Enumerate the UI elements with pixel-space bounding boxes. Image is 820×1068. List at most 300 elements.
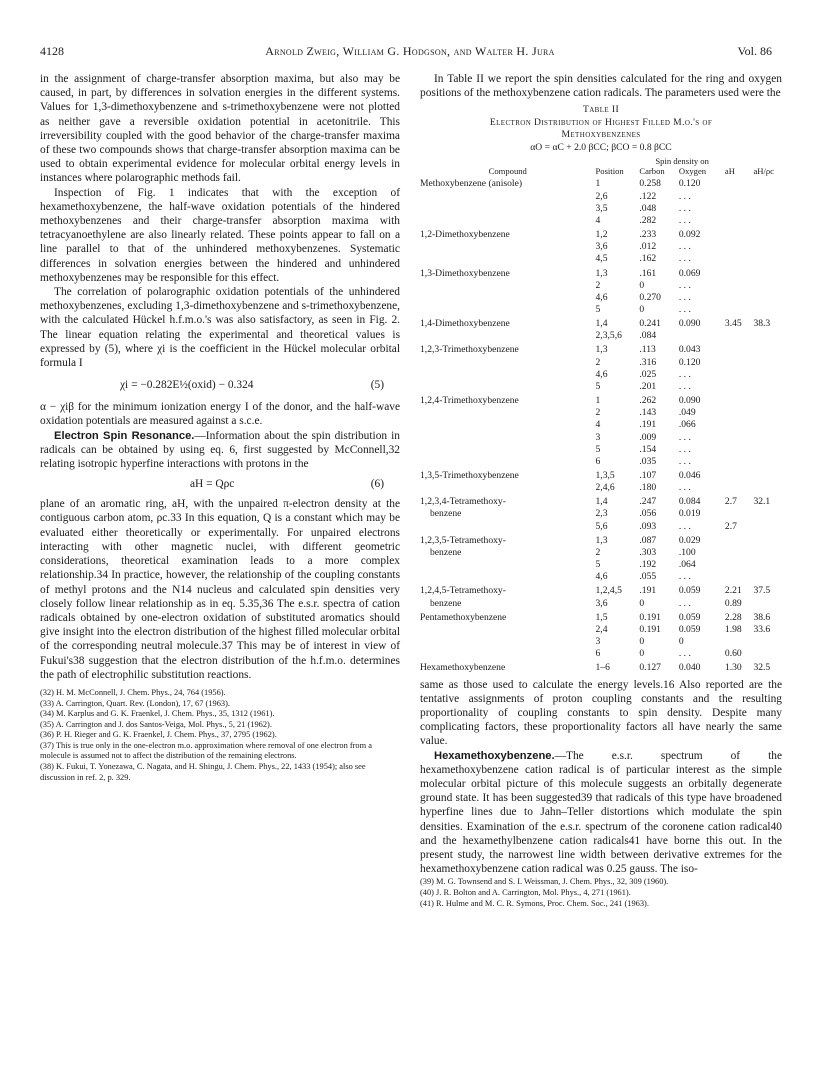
cell-carbon: .025 [639, 368, 657, 380]
cell-oxygen: . . . [678, 253, 691, 265]
cell-aHpc [753, 280, 782, 292]
cell-oxygen: 0.029 [678, 534, 701, 546]
cell-position: 1,3 [595, 534, 608, 546]
footnote: (40) J. R. Bolton and A. Carrington, Mol. Phys., 4, 271 (1961). [420, 887, 631, 897]
cell-position: 1,5 [595, 611, 608, 623]
footnote: (34) M. Karplus and G. K. Fraenkel, J. Chem. Phys., 35, 1312 (1961). [40, 709, 275, 719]
cell-oxygen: . . . [678, 291, 691, 303]
cell-carbon: .087 [639, 534, 657, 546]
cell-carbon: .303 [639, 546, 657, 558]
cell-carbon: .154 [639, 443, 657, 455]
cell-carbon: .122 [639, 190, 657, 202]
cell-oxygen: 0.019 [678, 508, 701, 520]
cell-compound [420, 571, 596, 583]
paragraph: Inspection of Fig. 1 indicates that with the exception of hexamethoxybenzene, the half-wave oxidation potentials of the hindered methoxybenzenes and their charge-transfer absorption maxima with tetracyanoethylene are also linearly related. These points appear to fall on a line parallel to that of the unhindered methoxybenzenes. Systematic differences in solvation energies between the hindered and unhindered methoxybenzenes may be responsible for this effect. [40, 186, 400, 284]
cell-aHpc: 33.6 [753, 623, 771, 635]
footnote: (39) M. G. Townsend and S. I. Weissman, J. Chem. Phys., 32, 309 (1960). [420, 877, 669, 887]
cell-position: 2 [595, 356, 601, 368]
cell-carbon: 0 [639, 303, 645, 315]
section-title: Electron Spin Resonance. [54, 429, 195, 442]
cell-compound [420, 407, 596, 419]
cell-compound: 1,3-Dimethoxybenzene [420, 267, 510, 279]
cell-carbon: .084 [639, 330, 657, 342]
cell-aHpc [753, 241, 782, 253]
footnote: (32) H. M. McConnell, J. Chem. Phys., 24, 764 (1956). [40, 687, 226, 697]
table-row [420, 292, 782, 304]
cell-oxygen: 0.120 [678, 356, 701, 368]
cell-position: 4,6 [595, 571, 608, 583]
paragraph: The correlation of polarographic oxidation potentials of the unhindered methoxybenzenes, excluding 1,3-dimethoxybenzene and s-trimethoxybenzene, with the calculated Hückel h.f.m.o.'s was also satisfactory, as seen in Fig. 2. The linear equation relating the experimental and theoretical values is expressed by (5), where χi is the coefficient in the Hückel molecular orbital formula I [40, 286, 400, 370]
cell-aH [725, 468, 754, 482]
cell-carbon: 0.127 [639, 662, 661, 674]
cell-aH [725, 241, 754, 253]
cell-oxygen: 0.084 [678, 496, 701, 508]
volume-label: Vol. 86 [737, 44, 772, 58]
cell-oxygen: 0.059 [678, 611, 701, 623]
cell-compound: benzene [430, 597, 462, 609]
running-title: Arnold Zweig, William G. Hodgson, and Walter H. Jura [265, 44, 555, 58]
oxygen-header: Oxygen [678, 166, 707, 177]
cell-aHpc [753, 292, 782, 304]
table-row [420, 407, 782, 419]
cell-oxygen: . . . [678, 368, 691, 380]
cell-oxygen: . . . [678, 455, 691, 467]
cell-position: 3,6 [595, 597, 608, 609]
cell-position: 2,6 [595, 190, 608, 202]
cell-position: 1–6 [595, 662, 610, 674]
cell-aH [725, 407, 754, 419]
table-row [420, 624, 782, 636]
cell-aHpc [753, 407, 782, 419]
paragraph-text: —The e.s.r. spectrum of the hexamethoxybenzene cation radical is of particular interest as the simple molecular orbital picture of this molecule suggests an orbitally degenerate ground state. It has been suggested39 that radicals of this type have broadened hyperfine lines due to Jahn–Teller distortions which modulate the spin densities. Examination of the e.s.r. spectrum of the coronene cation radical40 and the hexamethylbenzene cation radicals41 have borne this out. In the present study, the narrowest line width between derivative extremes for the hexamethoxybenzene cation radical was 0.25 gauss. The iso- [420, 749, 782, 876]
table-row [420, 253, 782, 265]
cell-carbon: .107 [639, 470, 657, 481]
cell-aHpc [753, 456, 782, 468]
table-row [420, 432, 782, 444]
cell-aHpc [753, 444, 782, 456]
cell-aH: 1.98 [724, 623, 742, 635]
cell-oxygen: 0.092 [678, 229, 701, 241]
cell-aHpc [753, 266, 782, 280]
table-row [420, 280, 782, 292]
table-row [420, 583, 782, 597]
spin-density-table [420, 156, 782, 674]
cell-carbon: 0 [639, 597, 645, 609]
table-title-line2: Methoxybenzenes [561, 129, 641, 141]
cell-position: 2 [595, 279, 601, 291]
cell-position: 1,4 [595, 318, 608, 330]
cell-aHpc [753, 330, 782, 342]
cell-oxygen: .100 [678, 546, 696, 558]
cell-aHpc [753, 357, 782, 369]
cell-oxygen: . . . [678, 597, 691, 609]
table-row [420, 636, 782, 648]
table-row [420, 381, 782, 393]
cell-oxygen: . . . [678, 431, 691, 443]
page-number: 4128 [40, 44, 64, 58]
cell-aHpc [753, 432, 782, 444]
spin-density-header: Spin density on [655, 156, 709, 167]
cell-aH [725, 330, 754, 342]
cell-oxygen: . . . [678, 380, 691, 392]
cell-compound: 1,2,4-Trimethoxybenzene [420, 395, 519, 407]
cell-compound: 1,4-Dimethoxybenzene [420, 318, 510, 330]
cell-compound [420, 330, 596, 342]
cell-aHpc [753, 191, 782, 203]
table-caption [420, 104, 782, 154]
cell-position: 3 [595, 431, 601, 443]
cell-position: 1,4 [595, 496, 608, 508]
table-row [420, 266, 782, 280]
cell-aH [725, 357, 754, 369]
cell-aH [725, 444, 754, 456]
cell-compound [420, 292, 596, 304]
cell-aH: 2.7 [724, 520, 737, 532]
cell-position: 2,4,6 [595, 482, 615, 494]
cell-aH [725, 456, 754, 468]
table-row [420, 215, 782, 227]
cell-position: 3 [595, 636, 601, 648]
paragraph: same as those used to calculate the energy levels.16 Also reported are the tentative assignments of proton coupling constants and the resulting proportionality of coupling constants to spin density. Despite many complicating factors, these proportionality factors all have nearly the same value. [420, 678, 782, 748]
cell-position: 2,3 [595, 508, 608, 520]
table-row [420, 610, 782, 624]
cell-aH: 1.30 [724, 662, 742, 674]
left-column [40, 72, 400, 783]
cell-carbon: .143 [639, 407, 657, 419]
paragraph: plane of an aromatic ring, aH, with the unpaired π-electron density at the contiguous carbon atom, ρc.33 In this equation, Q is a constant which may be evaluated either theoretically or experimentally. For unpaired electrons interacting with other magnetic nuclei, with different geometric considerations, theoretical examination leads to a more complex relationship.34 In practice, however, the relationship of the coupling constants of methyl protons and the N14 nucleus and calculated spin densities very closely follow linear relationship as in eq. 5.35,36 The e.s.r. spectra of cation radicals obtained by one-electron oxidation of substituted aromatics should give insight into the electron distribution of the highest filled molecular orbital of the corresponding neutral molecule.37 This may be of interest in view of Fukui's38 suggestion that the electron distribution of the h.f.m.o. determines the path of electrophilic substitution reactions. [40, 498, 400, 681]
footnotes [420, 877, 782, 909]
cell-aH [725, 227, 754, 241]
cell-compound: benzene [430, 508, 462, 520]
cell-aH [725, 342, 754, 356]
cell-compound: 1,2,3,4-Tetramethoxy- [420, 496, 506, 508]
cell-oxygen: . . . [678, 303, 691, 315]
cell-carbon: .262 [639, 395, 657, 407]
cell-aHpc [753, 598, 782, 610]
cell-aHpc [753, 547, 782, 559]
table-row [420, 304, 782, 316]
cell-carbon: .035 [639, 455, 657, 467]
carbon-header: Carbon [639, 166, 665, 177]
cell-aH: 2.28 [724, 611, 742, 623]
cell-aHpc [753, 559, 782, 571]
cell-carbon: .201 [639, 380, 657, 392]
cell-position: 2,3,5,6 [595, 330, 622, 342]
table-row [420, 342, 782, 356]
cell-position: 3,6 [595, 241, 608, 253]
cell-compound: 1,2,3-Trimethoxybenzene [420, 344, 519, 356]
cell-aH [725, 253, 754, 265]
cell-aH [725, 547, 754, 559]
cell-oxygen: 0.069 [678, 267, 701, 279]
cell-compound [420, 521, 596, 533]
cell-oxygen: . . . [678, 241, 691, 253]
cell-aHpc [753, 215, 782, 227]
cell-aHpc [753, 176, 782, 190]
cell-oxygen: 0.090 [678, 395, 701, 407]
cell-aHpc [753, 203, 782, 215]
cell-position: 1 [595, 178, 601, 190]
cell-aH [725, 432, 754, 444]
cell-oxygen: 0.059 [678, 585, 701, 597]
esr-paragraph [40, 429, 400, 472]
compound-header: Compound [488, 166, 527, 177]
cell-aHpc: 37.5 [753, 585, 771, 597]
table-parameters: αO = αC + 2.0 βCC; βCO = 0.8 βCC [530, 141, 672, 153]
cell-oxygen: .049 [678, 407, 696, 419]
paragraph-text: —Information about the spin distribution in radicals can be obtained by using eq. 6, first suggested by McConnell,32 relating isotropic hyperfine interactions with protons in the [40, 429, 400, 471]
table-row [420, 547, 782, 559]
cell-aH [725, 203, 754, 215]
cell-compound: benzene [430, 546, 462, 558]
cell-aH [725, 191, 754, 203]
cell-compound [420, 432, 596, 444]
cell-aHpc [753, 508, 782, 520]
cell-aHpc [753, 342, 782, 356]
cell-position: 5 [595, 380, 601, 392]
cell-oxygen: 0.120 [678, 178, 701, 190]
cell-aHpc [753, 482, 782, 494]
cell-aH [725, 369, 754, 381]
table-row [420, 330, 782, 342]
cell-position: 3,5 [595, 202, 608, 214]
table-row [420, 521, 782, 533]
footnotes [40, 688, 400, 783]
cell-compound: 1,2,3,5-Tetramethoxy- [420, 534, 506, 546]
table-row [420, 176, 782, 190]
cell-aH [725, 304, 754, 316]
cell-compound [420, 203, 596, 215]
right-column [420, 72, 782, 909]
cell-carbon: 0 [639, 648, 645, 660]
table-row [420, 482, 782, 494]
cell-aH [725, 266, 754, 280]
cell-position: 4,6 [595, 291, 608, 303]
paragraph: in the assignment of charge-transfer absorption maxima, but also may be caused, in part, by differences in solvation energies in the different systems. Values for 1,3-dimethoxybenzene and s-trimethoxybenzene were not plotted as neither gave a reversible oxidation potential in acetonitrile. This irreversibility coupled with the good behavior of the charge-transfer maxima of these two compounds shows that charge-transfer absorption maxima can be used to obtain experimental evidence for molecular orbital energy levels in instances where polarographic methods fail. [40, 73, 400, 185]
cell-carbon: .012 [639, 241, 657, 253]
table-row [420, 241, 782, 253]
table-title-line1: Electron Distribution of Highest Filled M.o.'s of [489, 116, 713, 128]
table-row [420, 494, 782, 508]
cell-carbon: 0.258 [639, 178, 661, 190]
cell-carbon: 0 [639, 279, 645, 291]
cell-carbon: .161 [639, 267, 657, 279]
cell-oxygen: . . . [678, 202, 691, 214]
cell-carbon: .009 [639, 431, 657, 443]
cell-position: 4 [595, 214, 601, 226]
cell-position: 5 [595, 443, 601, 455]
table-row [420, 419, 782, 431]
cell-position: 2,4 [595, 623, 608, 635]
cell-carbon: .316 [639, 356, 657, 368]
cell-compound: 1,2,4,5-Tetramethoxy- [420, 585, 506, 597]
cell-carbon: .055 [639, 571, 657, 583]
cell-position: 5 [595, 303, 601, 315]
cell-aHpc [753, 521, 782, 533]
footnote: (41) R. Hulme and M. C. R. Symons, Proc. Chem. Soc., 241 (1963). [420, 898, 649, 908]
cell-oxygen: . . . [678, 482, 691, 494]
cell-aH [725, 559, 754, 571]
cell-carbon: 0 [639, 636, 645, 648]
cell-position: 4,5 [595, 253, 608, 265]
cell-carbon: 0.270 [639, 291, 661, 303]
cell-position: 2 [595, 407, 601, 419]
running-header [0, 44, 820, 62]
cell-position: 1,2,4,5 [595, 585, 622, 597]
cell-position: 5 [595, 559, 601, 571]
table-row [420, 468, 782, 482]
cell-carbon: .056 [639, 508, 657, 520]
cell-compound [420, 636, 596, 648]
cell-carbon: .093 [639, 520, 657, 532]
cell-aH [725, 482, 754, 494]
footnote: (33) A. Carrington, Quart. Rev. (London), 17, 67 (1963). [40, 698, 230, 708]
cell-carbon: 0.241 [639, 318, 661, 330]
cell-oxygen: 0.090 [678, 318, 701, 330]
table-row [420, 369, 782, 381]
table-row [420, 316, 782, 330]
table-row [420, 393, 782, 407]
cell-compound [420, 482, 596, 494]
cell-oxygen: .066 [678, 419, 696, 431]
cell-position: 4 [595, 419, 601, 431]
cell-oxygen: . . . [678, 214, 691, 226]
equation-number: (6) [370, 478, 384, 491]
cell-aHpc: 38.3 [753, 318, 771, 330]
cell-carbon: .192 [639, 559, 657, 571]
footnote: (38) K. Fukui, T. Yonezawa, C. Nagata, and H. Shingu, J. Chem. Phys., 22, 1433 (1954); also see discussion in ref. 2, p. 329. [40, 762, 366, 782]
cell-position: 5,6 [595, 520, 608, 532]
table-label: Table II [582, 104, 620, 116]
table-row [420, 660, 782, 674]
cell-compound [420, 456, 596, 468]
cell-oxygen: . . . [678, 279, 691, 291]
cell-compound [420, 381, 596, 393]
ah-header: aH [724, 166, 735, 177]
cell-aHpc [753, 227, 782, 241]
cell-compound [420, 369, 596, 381]
cell-aH [725, 215, 754, 227]
cell-compound [420, 419, 596, 431]
cell-oxygen: 0 [678, 636, 684, 648]
cell-aHpc [753, 636, 782, 648]
cell-carbon: .162 [639, 253, 657, 265]
table-row [420, 227, 782, 241]
cell-aH [725, 381, 754, 393]
table-row [420, 533, 782, 547]
cell-aH [725, 292, 754, 304]
cell-oxygen: . . . [678, 648, 691, 660]
cell-oxygen: 0.040 [678, 662, 701, 674]
cell-position: 2 [595, 546, 601, 558]
cell-aHpc [753, 393, 782, 407]
cell-carbon: .233 [639, 229, 657, 241]
cell-aHpc [753, 648, 782, 660]
cell-position: 1,2 [595, 229, 608, 241]
table-row [420, 648, 782, 660]
cell-carbon: .282 [639, 214, 657, 226]
footnote: (35) A. Carrington and J. dos Santos-Veiga, Mol. Phys., 5, 21 (1962). [40, 719, 272, 729]
ah-rho-header: aH/ρc [753, 166, 774, 177]
cell-position: 6 [595, 648, 601, 660]
cell-aHpc: 32.5 [753, 662, 771, 674]
equation-body: χi = −0.282E½(oxid) − 0.324 [120, 379, 254, 392]
table-row [420, 456, 782, 468]
cell-position: 4,6 [595, 368, 608, 380]
cell-aHpc [753, 571, 782, 583]
cell-oxygen: . . . [678, 520, 691, 532]
footnote: (37) This is true only in the one-electron m.o. approximation where removal of one electron from a molecule is assumed not to affect the distribution of the remaining electrons. [40, 740, 372, 761]
cell-aHpc: 38.6 [753, 611, 771, 623]
cell-position: 1,3 [595, 267, 608, 279]
footnote: (36) P. H. Rieger and G. K. Fraenkel, J. Chem. Phys., 37, 2795 (1962). [40, 730, 277, 740]
cell-carbon: .247 [639, 496, 657, 508]
cell-compound [420, 253, 596, 265]
cell-position: 1,3 [595, 344, 608, 356]
cell-carbon: .048 [639, 202, 657, 214]
cell-aH [725, 419, 754, 431]
cell-position: 6 [595, 455, 601, 467]
table-row [420, 571, 782, 583]
cell-compound [420, 624, 596, 636]
cell-compound: Pentamethoxybenzene [420, 611, 507, 623]
cell-carbon: .191 [639, 585, 657, 597]
cell-aHpc: 32.1 [753, 496, 771, 508]
cell-carbon: 0.191 [639, 611, 661, 623]
cell-compound [420, 444, 596, 456]
cell-aHpc [753, 419, 782, 431]
equation-6 [40, 471, 400, 497]
cell-aH [725, 636, 754, 648]
cell-compound [420, 191, 596, 203]
table-row [420, 508, 782, 520]
cell-compound [420, 215, 596, 227]
cell-position: 1 [595, 395, 601, 407]
cell-compound [420, 280, 596, 292]
table-row [420, 191, 782, 203]
cell-aHpc [753, 369, 782, 381]
cell-aH [725, 176, 754, 190]
cell-aH: 3.45 [724, 318, 742, 330]
cell-oxygen: 0.059 [678, 623, 701, 635]
cell-carbon: .113 [639, 344, 656, 356]
cell-oxygen: 0.043 [678, 344, 701, 356]
cell-compound [420, 241, 596, 253]
paragraph: α − χiβ for the minimum ionization energy I of the donor, and the half-wave oxidation potentials are measured against a s.c.e. [40, 401, 400, 428]
cell-oxygen: . . . [678, 443, 691, 455]
cell-aH: 2.7 [724, 496, 737, 508]
cell-oxygen [679, 330, 725, 342]
cell-aH [725, 571, 754, 583]
cell-oxygen: 0.046 [678, 470, 701, 481]
cell-compound: Hexamethoxybenzene [420, 662, 506, 674]
cell-carbon: .191 [639, 419, 657, 431]
cell-aH: 0.89 [724, 597, 742, 609]
cell-compound [420, 304, 596, 316]
table-row [420, 598, 782, 610]
cell-oxygen: .064 [678, 559, 696, 571]
cell-aH [725, 508, 754, 520]
cell-carbon: .180 [639, 482, 657, 494]
table-row [420, 444, 782, 456]
cell-oxygen: . . . [678, 571, 691, 583]
cell-compound: 1,3,5-Trimethoxybenzene [420, 470, 519, 481]
cell-aH [725, 393, 754, 407]
hexa-paragraph [420, 749, 782, 877]
position-header: Position [595, 166, 624, 177]
equation-number: (5) [370, 379, 384, 392]
cell-aH [725, 533, 754, 547]
